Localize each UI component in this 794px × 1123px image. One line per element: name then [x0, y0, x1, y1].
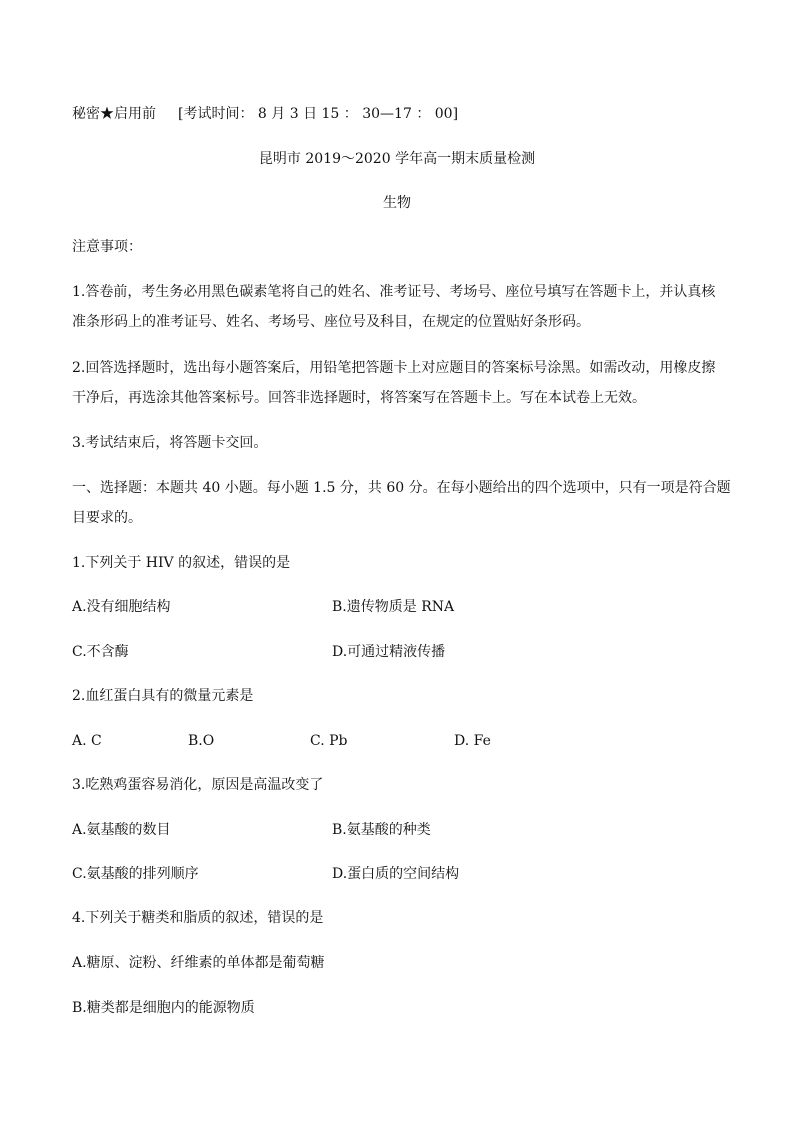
question-4-stem: 4.下列关于糖类和脂质的叙述，错误的是 [72, 910, 324, 926]
section-heading-line-2: 目要求的。 [72, 510, 142, 526]
question-2-option-d: D. Fe [454, 733, 491, 749]
confidential-label: 秘密★启用前 [72, 106, 156, 122]
note-2-line-2: 干净后，再选涂其他答案标号。回答非选择题时，将答案写在答题卡上。写在本试卷上无效。 [72, 390, 646, 406]
exam-time: [考试时间： 8 月 3 日 15 ： 30—17 ： 00] [178, 106, 459, 122]
question-3-stem: 3.吃熟鸡蛋容易消化，原因是高温改变了 [72, 777, 324, 793]
note-1-line-1: 1.答卷前，考生务必用黑色碳素笔将自己的姓名、准考证号、考场号、座位号填写在答题卡上，并认真核 [72, 284, 716, 300]
question-4-option-b: B.糖类都是细胞内的能源物质 [72, 1000, 255, 1016]
exam-subject: 生物 [383, 195, 411, 211]
exam-header [72, 104, 458, 124]
section-heading-line-1: 一、选择题：本题共 40 小题。每小题 1.5 分，共 60 分。在每小题给出的四个选项中，只有一项是符合题 [72, 480, 731, 496]
question-2-stem: 2.血红蛋白具有的微量元素是 [72, 688, 254, 704]
question-2-option-b: B.O [188, 733, 215, 749]
question-1-option-a: A.没有细胞结构 [72, 599, 171, 615]
question-1-option-c: C.不含酶 [72, 644, 129, 660]
question-4-option-a: A.糖原、淀粉、纤维素的单体都是葡萄糖 [72, 955, 325, 971]
question-2-option-c: C. Pb [310, 733, 348, 749]
question-1-option-d: D.可通过精液传播 [332, 644, 446, 660]
question-3-option-d: D.蛋白质的空间结构 [332, 866, 460, 882]
notes-heading: 注意事项： [72, 239, 142, 255]
question-3-option-c: C.氨基酸的排列顺序 [72, 866, 199, 882]
exam-title: 昆明市 2019～2020 学年高一期末质量检测 [258, 151, 536, 167]
question-3-option-b: B.氨基酸的种类 [332, 822, 431, 838]
question-1-option-b: B.遗传物质是 RNA [332, 599, 455, 615]
note-1-line-2: 准条形码上的准考证号、姓名、考场号、座位号及科目，在规定的位置贴好条形码。 [72, 314, 590, 330]
question-1-stem: 1.下列关于 HIV 的叙述，错误的是 [72, 555, 291, 571]
note-2-line-1: 2.回答选择题时，选出每小题答案后，用铅笔把答题卡上对应题目的答案标号涂黑。如需改动，用橡皮擦 [72, 360, 716, 376]
question-2-option-a: A. C [72, 733, 102, 749]
note-3-line-1: 3.考试结束后，将答题卡交回。 [72, 435, 268, 451]
question-3-option-a: A.氨基酸的数目 [72, 822, 171, 838]
